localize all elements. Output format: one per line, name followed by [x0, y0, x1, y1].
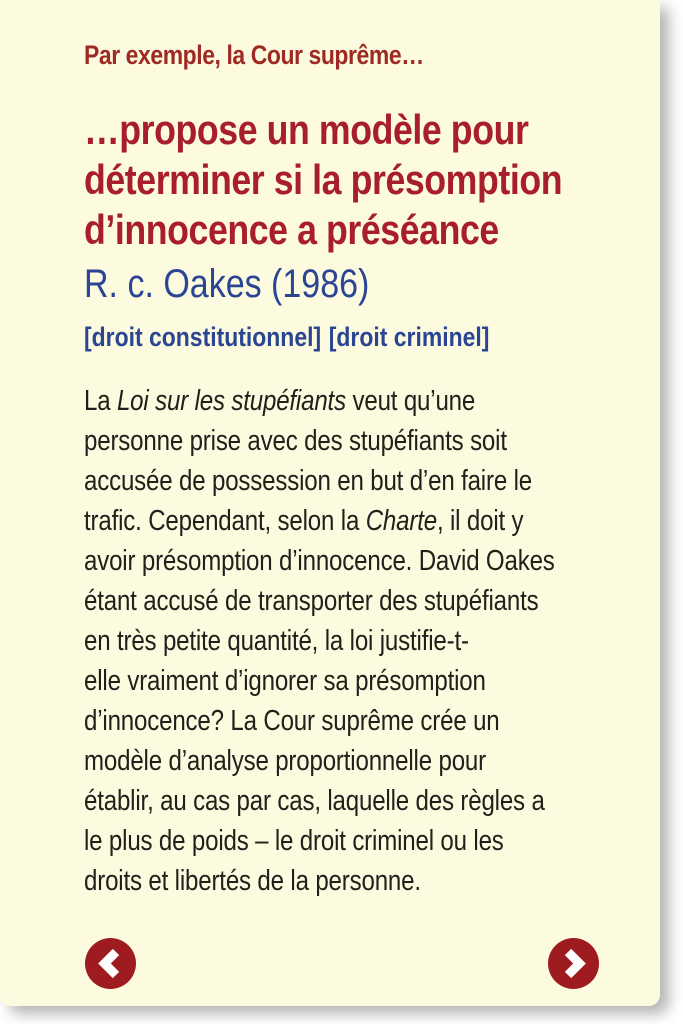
- slide-title: …propose un modèle pour déterminer si la présomption d’innocence a préséance: [84, 106, 563, 253]
- body-line: droits et libertés de la personne.: [84, 865, 421, 897]
- body-line: trafic. Cependant, selon la Charte, il doit y: [84, 505, 524, 537]
- body-line: avoir présomption d’innocence. David Oakes: [84, 545, 555, 577]
- next-button[interactable]: [548, 938, 599, 989]
- body-line: étant accusé de transporter des stupéfiants: [84, 585, 539, 617]
- chevron-left-icon: [85, 938, 136, 989]
- body-line: établir, au cas par cas, laquelle des règles a: [84, 785, 545, 817]
- case-name-link[interactable]: R. c. Oakes (1986): [84, 262, 370, 306]
- body-line: personne prise avec des stupéfiants soit: [84, 425, 507, 457]
- body-line: elle vraiment d’ignorer sa présomption: [84, 665, 486, 697]
- prev-button[interactable]: [85, 938, 136, 989]
- tag-list: [84, 320, 497, 354]
- body-line: en très petite quantité, la loi justifie-t-: [84, 625, 469, 657]
- body-line: d’innocence? La Cour suprême crée un: [84, 705, 500, 737]
- body-line: modèle d’analyse proportionnelle pour: [84, 745, 486, 777]
- body-paragraph: [84, 381, 555, 901]
- eyebrow-heading: Par exemple, la Cour suprême…: [84, 40, 424, 70]
- tag-droit-criminel[interactable]: [droit criminel]: [328, 322, 490, 352]
- body-line: le plus de poids – le droit criminel ou les: [84, 825, 504, 857]
- body-line: accusée de possession en but d’en faire le: [84, 465, 532, 497]
- body-line: La Loi sur les stupéfiants veut qu’une: [84, 385, 476, 417]
- chevron-right-icon: [548, 938, 599, 989]
- tag-droit-constitutionnel[interactable]: [droit constitutionnel]: [84, 322, 322, 352]
